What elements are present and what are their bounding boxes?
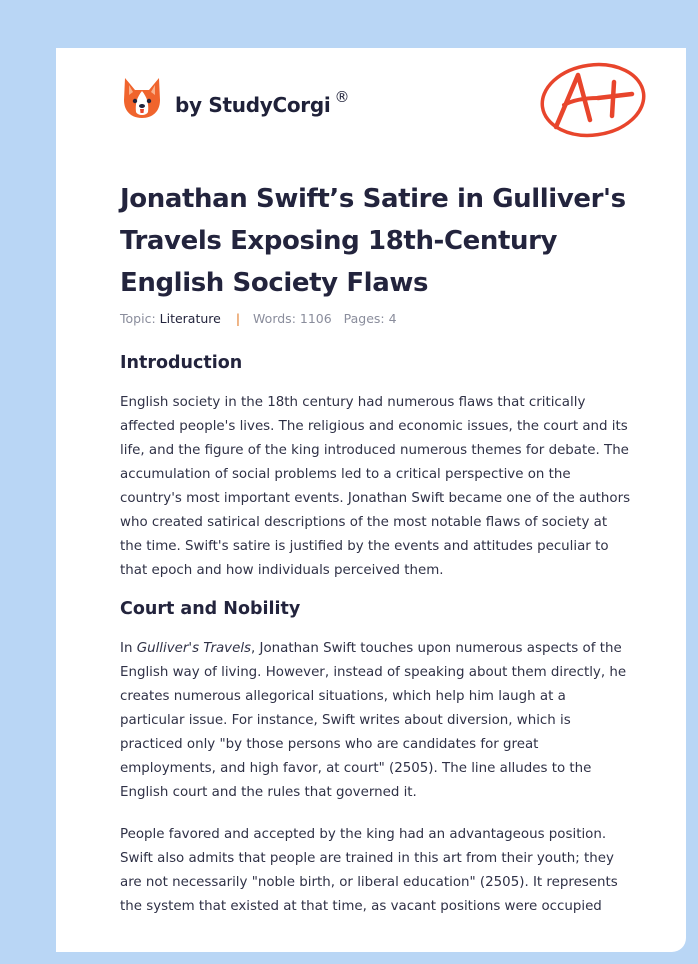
topic-label: Topic: xyxy=(120,311,156,326)
studycorgi-logo[interactable] xyxy=(122,76,349,120)
pages-label: Pages: xyxy=(343,311,385,326)
words-label: Words: xyxy=(253,311,296,326)
meta-separator: | xyxy=(235,311,241,326)
section-heading-court-and-nobility: Court and Nobility xyxy=(120,599,301,619)
introduction-paragraph: English society in the 18th century had numerous flaws that critically affected people's lives. The religious and economic issues, the court and its life, and the figure of the king introduced numerous themes for debate. The accumulation of social problems led to a critical perspective on the country's most important events. Jonathan Swift became one of the authors who created satirical descriptions of the most notable flaws of society at the time. Swift's satire is justified by the events and attitudes peculiar to that epoch and how individuals perceived them. xyxy=(120,395,631,578)
court-paragraph-1: In Gulliver's Travels, Jonathan Swift touches upon numerous aspects of the English way of living. However, instead of speaking about them directly, he creates numerous allegorical situations, which help him laugh at a particular issue. For instance, Swift writes about diversion, which is practiced only "by those persons who are candidates for great employments, and high favor, at court" (2505). The line alludes to the English court and the rules that governed it. xyxy=(120,641,627,800)
a-plus-grade-icon xyxy=(538,60,648,140)
pages-count: 4 xyxy=(388,311,397,326)
book-title-italic: Gulliver's Travels xyxy=(136,641,252,656)
essay-title: Jonathan Swift’s Satire in Gulliver's Travels Exposing 18th-Century English Society Flaws xyxy=(120,184,626,298)
corgi-logo-icon xyxy=(122,76,162,120)
registered-mark: ® xyxy=(334,88,350,106)
court-paragraph-2: People favored and accepted by the king had an advantageous position. Swift also admits that people are trained in this art from their youth; they are not necessarily "noble birth, or liberal education" (2505). It represents the system that existed at that time, as vacant positions were occupied xyxy=(120,827,618,914)
brand-name: by StudyCorgi ® xyxy=(175,88,350,117)
section-heading-introduction: Introduction xyxy=(120,353,243,373)
essay-meta xyxy=(120,311,397,326)
words-count: 1106 xyxy=(299,311,332,326)
topic-link[interactable]: Literature xyxy=(159,311,221,326)
essay-page xyxy=(56,48,686,952)
